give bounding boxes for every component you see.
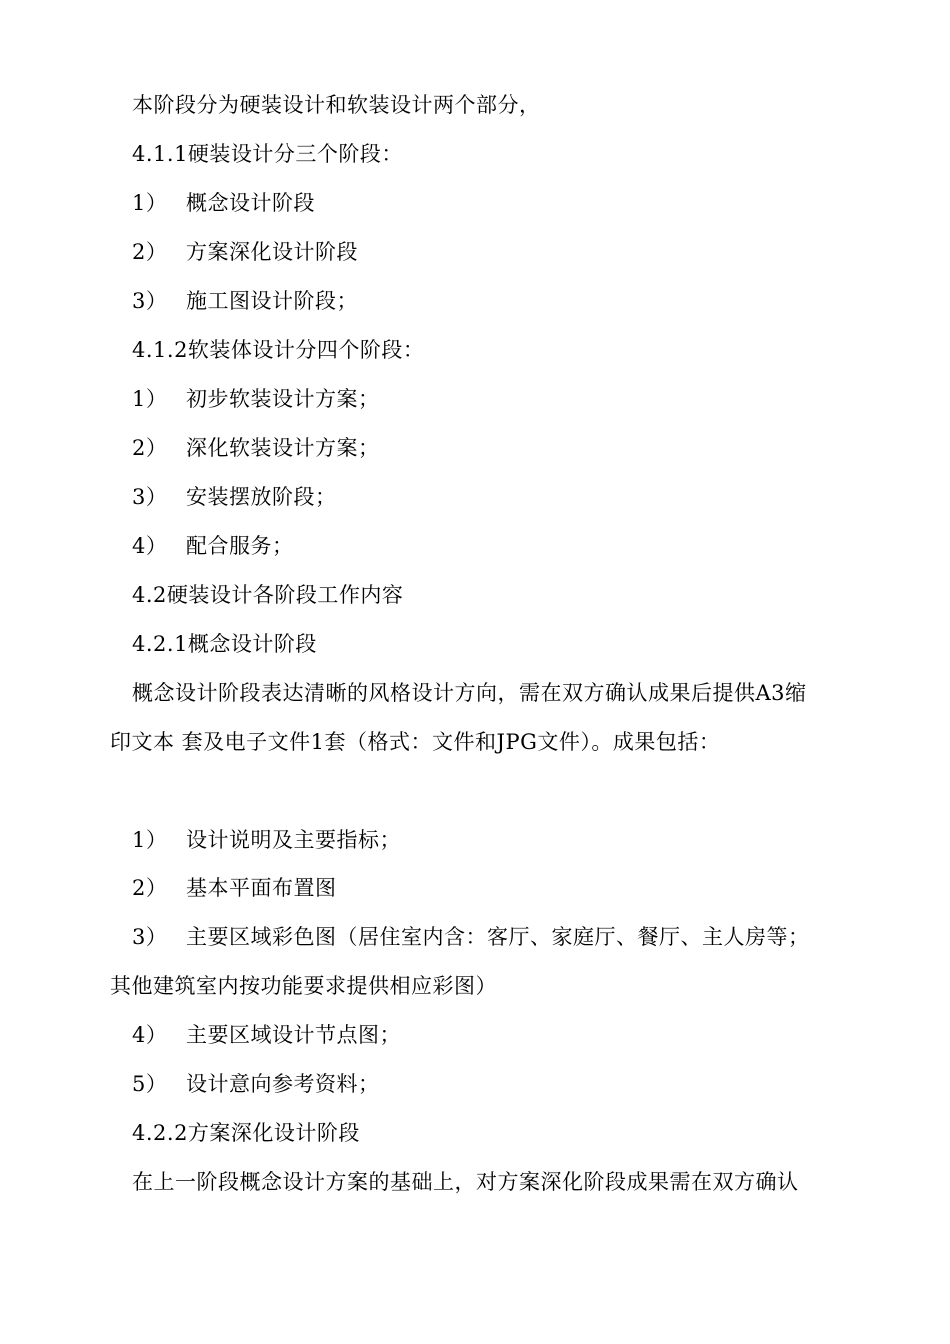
heading-4-2: 4.2硬装设计各阶段工作内容 — [132, 583, 404, 607]
list-number: 4） — [132, 1023, 168, 1047]
paragraph-intro: 本阶段分为硬装设计和软装设计两个部分， — [132, 93, 541, 117]
list-number: 3） — [132, 289, 168, 313]
list-text: 施工图设计阶段； — [186, 289, 358, 313]
list-number: 1） — [132, 828, 168, 852]
list-item-continuation: 其他建筑室内按功能要求提供相应彩图） — [110, 974, 497, 998]
list-text: 设计意向参考资料； — [186, 1072, 380, 1096]
list-number: 3） — [132, 485, 168, 509]
list-number: 2） — [132, 876, 168, 900]
list-number: 3） — [132, 925, 168, 949]
list-text: 配合服务； — [186, 534, 294, 558]
paragraph-4-2-1-line1: 概念设计阶段表达清晰的风格设计方向，需在双方确认成果后提供A3缩 — [132, 681, 807, 705]
paragraph-4-2-2-line1: 在上一阶段概念设计方案的基础上，对方案深化阶段成果需在双方确认 — [132, 1170, 799, 1194]
list-text: 主要区域彩色图（居住室内含：客厅、家庭厅、餐厅、主人房等； — [186, 925, 810, 949]
list-text: 基本平面布置图 — [186, 876, 337, 900]
list-text: 设计说明及主要指标； — [186, 828, 401, 852]
list-text: 概念设计阶段 — [186, 191, 315, 215]
list-text: 安装摆放阶段； — [186, 485, 337, 509]
list-text: 初步软装设计方案； — [186, 387, 380, 411]
list-number: 4） — [132, 534, 168, 558]
list-number: 1） — [132, 387, 168, 411]
list-number: 2） — [132, 240, 168, 264]
list-text: 深化软装设计方案； — [186, 436, 380, 460]
list-text: 方案深化设计阶段 — [186, 240, 358, 264]
heading-4-2-2: 4.2.2方案深化设计阶段 — [132, 1121, 360, 1145]
paragraph-4-2-1-line2: 印文本 套及电子文件1套（格式：文件和JPG文件）。成果包括： — [110, 730, 721, 754]
list-number: 5） — [132, 1072, 168, 1096]
list-number: 1） — [132, 191, 168, 215]
list-text: 主要区域设计节点图； — [186, 1023, 401, 1047]
heading-4-2-1: 4.2.1概念设计阶段 — [132, 632, 317, 656]
list-number: 2） — [132, 436, 168, 460]
heading-4-1-2: 4.1.2软装体设计分四个阶段： — [132, 338, 425, 362]
heading-4-1-1: 4.1.1硬装设计分三个阶段： — [132, 142, 403, 166]
